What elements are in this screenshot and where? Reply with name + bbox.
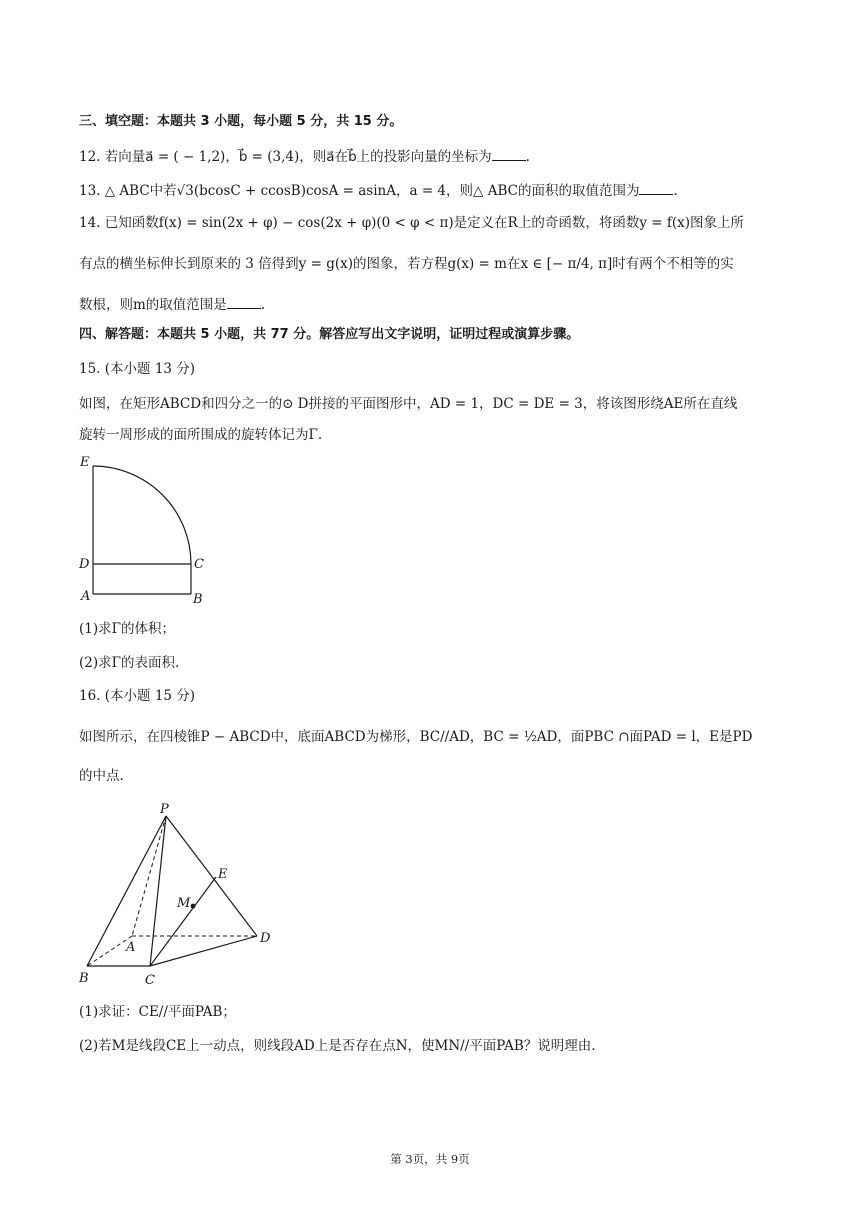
edge-CD (150, 936, 257, 966)
label-B: B (193, 592, 203, 607)
label-M: M (177, 896, 191, 911)
q13-tail: . (673, 183, 678, 199)
label-A: A (126, 940, 136, 955)
edge-PA-hidden (132, 816, 166, 936)
q16-part1: (1)求证：CE//平面PAB； (79, 1004, 236, 1020)
label-C: C (194, 557, 204, 572)
label-B: B (79, 971, 89, 986)
q14-line2: 有点的横坐标伸长到原来的 3 倍得到y = g(x)的图象，若方程g(x) = m在x ∈ [− π/4, π]时有两个不相等的实 (79, 256, 734, 272)
q16-line2: 的中点. (79, 768, 124, 784)
section3-heading: 三、填空题：本题共 3 小题，每小题 5 分，共 15 分。 (79, 114, 403, 129)
q16-header: 16. (本小题 15 分) (79, 688, 196, 704)
label-E: E (80, 455, 90, 470)
question-14-end (79, 294, 265, 315)
label-D: D (79, 557, 90, 572)
label-P: P (160, 802, 169, 817)
label-E: E (218, 867, 228, 882)
edge-PD (166, 816, 257, 936)
q12-answer-blank[interactable] (492, 146, 526, 161)
q14-tail: . (260, 297, 266, 313)
q15-line1: 如图，在矩形ABCD和四分之一的⊙ D拼接的平面图形中，AD = 1，DC = DE = 3，将该图形绕AE所在直线 (79, 396, 738, 412)
edge-PC (150, 816, 166, 966)
q16-line1: 如图所示，在四棱锥P − ABCD中，底面ABCD为梯形，BC//AD，BC = ½AD，面PBC ∩面PAD = l，E是PD (79, 729, 753, 745)
page-footer: 第 3页，共 9页 (390, 1152, 470, 1166)
label-D: D (260, 931, 271, 946)
q12-text: 12. 若向量a⃗ = ( − 1,2)，b⃗ = (3,4)，则a⃗在b⃗上的投影向量的坐标为 (79, 149, 492, 165)
q16-part2: (2)若M是线段CE上一动点，则线段AD上是否存在点N，使MN//平面PAB？说明理由. (79, 1038, 596, 1054)
section4-heading: 四、解答题：本题共 5 小题，共 77 分。解答应写出文字说明，证明过程或演算步骤。 (79, 327, 580, 342)
point-M (191, 904, 196, 909)
q15-line2: 旋转一周形成的面所围成的旋转体记为Γ. (79, 427, 323, 443)
q13-text: 13. △ ABC中若√3(bcosC + ccosB)cosA = asinA，a = 4，则△ ABC的面积的取值范围为 (79, 183, 640, 199)
question-13 (79, 180, 678, 201)
q16-figure (74, 796, 284, 992)
label-C: C (145, 973, 155, 988)
label-A: A (81, 589, 91, 604)
q13-answer-blank[interactable] (639, 180, 673, 195)
q14-line1: 14. 已知函数f(x) = sin(2x + φ) − cos(2x + φ)(0 < φ < π)是定义在R上的奇函数，将函数y = f(x)图象上所 (79, 215, 744, 231)
q15-part2: (2)求Γ的表面积. (79, 655, 180, 671)
q15-figure (76, 452, 216, 612)
q14-line3: 数根，则m的取值范围是 (79, 297, 227, 313)
quarter-circle-arc (93, 466, 191, 564)
q14-answer-blank[interactable] (227, 294, 261, 309)
q15-part1: (1)求Γ的体积； (79, 621, 175, 637)
question-12 (79, 146, 530, 167)
q15-header: 15. (本小题 13 分) (79, 361, 196, 377)
q12-tail: . (525, 149, 530, 165)
segment-CE (150, 877, 216, 966)
